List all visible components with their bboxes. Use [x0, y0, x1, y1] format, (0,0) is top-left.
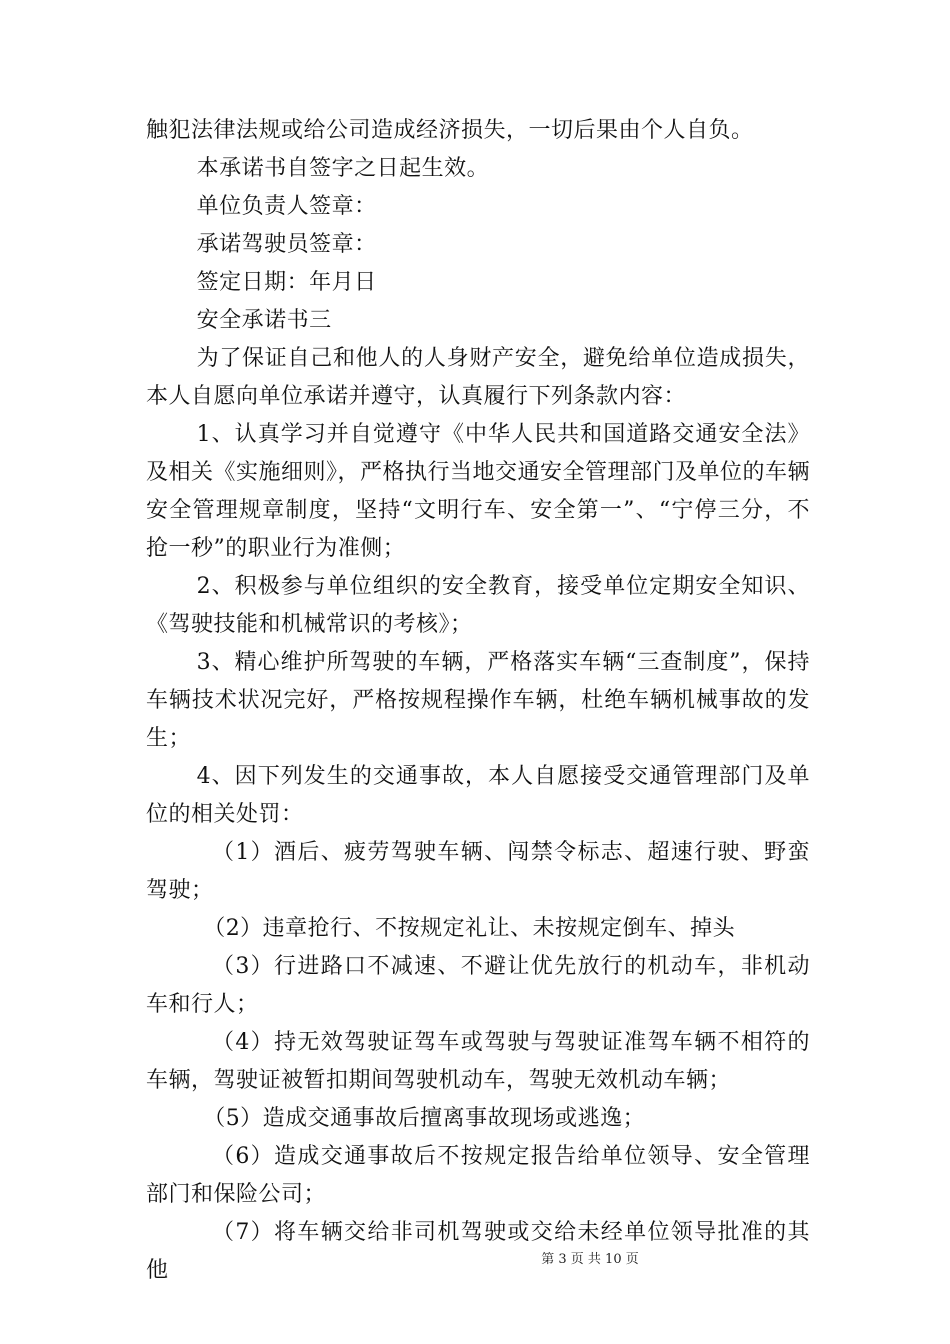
sub-clause-6: （6）造成交通事故后不按规定报告给单位领导、安全管理部门和保险公司；: [146, 1144, 810, 1207]
signature-unit-leader: 单位负责人签章：: [196, 194, 377, 219]
sub-clause-3: （3）行进路口不减速、不避让优先放行的机动车，非机动车和行人；: [146, 954, 810, 1017]
page-number-footer: 第 3 页 共 10 页: [541, 1252, 639, 1267]
sub-clause-5: （5）造成交通事故后擅离事故现场或逃逸；: [203, 1106, 646, 1131]
document-body: [146, 112, 810, 1290]
clause-4: 4、因下列发生的交通事故，本人自愿接受交通管理部门及单位的相关处罚：: [146, 764, 810, 827]
sub-clause-4: （4）持无效驾驶证驾车或驾驶与驾驶证准驾车辆不相符的车辆，驾驶证被暂扣期间驾驶机动车，驾驶无效机动车辆；: [146, 1030, 810, 1093]
signature-driver: 承诺驾驶员签章：: [196, 232, 377, 257]
clause-2: 2、积极参与单位组织的安全教育，接受单位定期安全知识、《驾驶技能和机械常识的考核》；: [146, 574, 810, 637]
paragraph-continuation: 触犯法律法规或给公司造成经济损失，一切后果由个人自负。: [146, 118, 754, 143]
sub-clause-7: （7）将车辆交给非司机驾驶或交给未经单位领导批准的其他: [146, 1220, 810, 1283]
sub-clause-2: （2）违章抢行、不按规定礼让、未按规定倒车、掉头: [203, 916, 736, 941]
section-title: 安全承诺书三: [196, 308, 332, 333]
clause-1: 1、认真学习并自觉遵守《中华人民共和国道路交通安全法》及相关《实施细则》，严格执行当地交通安全管理部门及单位的车辆安全管理规章制度，坚持“文明行车、安全第一”、“宁停三分，不抢一秒”的职业行为准侧；: [146, 422, 811, 561]
clause-3: 3、精心维护所驾驶的车辆，严格落实车辆“三查制度”，保持车辆技术状况完好，严格按规程操作车辆，杜绝车辆机械事故的发生；: [146, 650, 810, 751]
signing-date: 签定日期：年月日: [196, 270, 377, 295]
paragraph-effective-date: 本承诺书自签字之日起生效。: [196, 156, 490, 181]
sub-clause-1: （1）酒后、疲劳驾驶车辆、闯禁令标志、超速行驶、野蛮驾驶；: [146, 840, 810, 903]
paragraph-intro: 为了保证自己和他人的人身财产安全，避免给单位造成损失，本人自愿向单位承诺并遵守，认真履行下列条款内容：: [146, 346, 810, 409]
